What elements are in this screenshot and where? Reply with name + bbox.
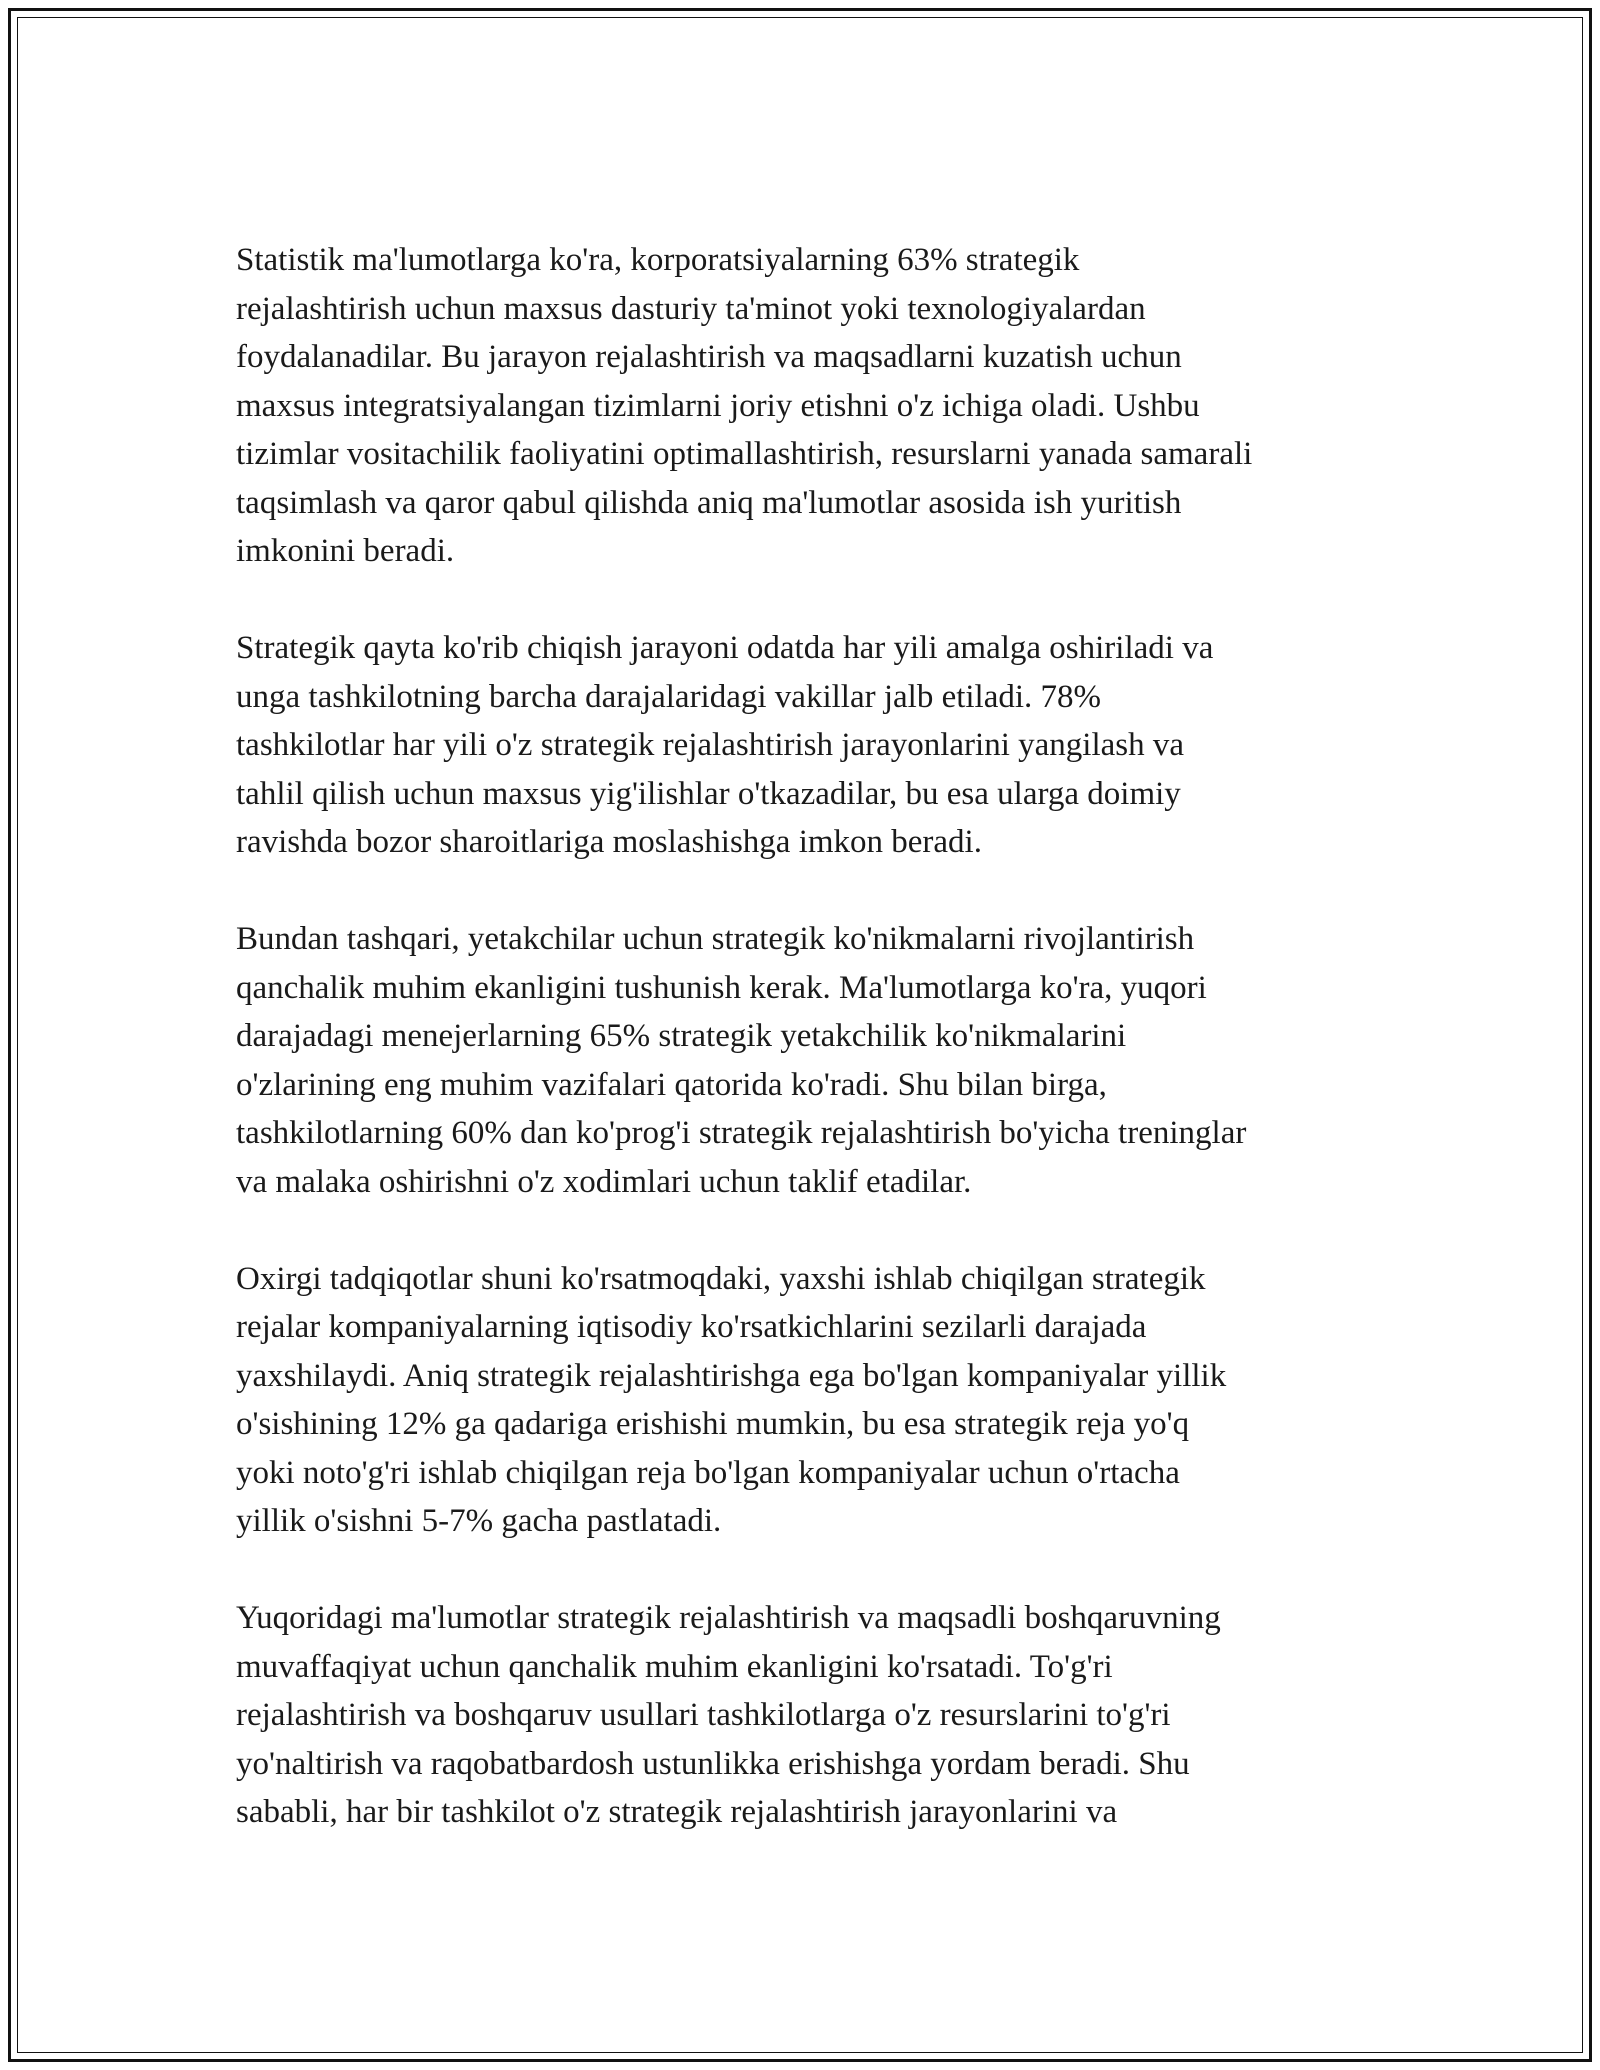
paragraph-5: Yuqoridagi ma'lumotlar strategik rejalashtirish va maqsadli boshqaruvning muvaffaqiyat uchun qanchalik muhim ekanligini ko'rsatadi. To'g'ri rejalashtirish va boshqaruv usullari tashkilotlarga o'z resurslarini to'g'ri yo'naltirish va raqobatbardosh ustunlikka erishishga yordam beradi. Shu sababli, har bir tashkilot o'z strategik rejalashtirish jarayonlarini va	[236, 1600, 1221, 1830]
paragraph-2: Strategik qayta ko'rib chiqish jarayoni odatda har yili amalga oshiriladi va unga tashkilotning barcha darajalaridagi vakillar jalb etiladi. 78% tashkilotlar har yili o'z strategik rejalashtirish jarayonlarini yangilash va tahlil qilish uchun maxsus yig'ilishlar o'tkazadilar, bu esa ularga doimiy ravishda bozor sharoitlariga moslashishga imkon beradi.	[236, 630, 1214, 860]
paragraph-1: Statistik ma'lumotlarga ko'ra, korporatsiyalarning 63% strategik rejalashtirish uchun maxsus dasturiy ta'minot yoki texnologiyalardan foydalanadilar. Bu jarayon rejalashtirish va maqsadlarni kuzatish uchun maxsus integratsiyalangan tizimlarni joriy etishni o'z ichiga oladi. Ushbu tizimlar vositachilik faoliyatini optimallashtirish, resurslarni yanada samarali taqsimlash va qaror qabul qilishda aniq ma'lumotlar asosida ish yuritish imkonini beradi.	[236, 242, 1253, 569]
document-body	[236, 236, 1396, 1837]
paragraph-4: Oxirgi tadqiqotlar shuni ko'rsatmoqdaki, yaxshi ishlab chiqilgan strategik rejalar kompaniyalarning iqtisodiy ko'rsatkichlarini sezilarli darajada yaxshilaydi. Aniq strategik rejalashtirishga ega bo'lgan kompaniyalar yillik o'sishining 12% ga qadariga erishishi mumkin, bu esa strategik reja yo'q yoki noto'g'ri ishlab chiqilgan reja bo'lgan kompaniyalar uchun o'rtacha yillik o'sishni 5-7% gacha pastlatadi.	[236, 1260, 1227, 1539]
paragraph-3: Bundan tashqari, yetakchilar uchun strategik ko'nikmalarni rivojlantirish qanchalik muhim ekanligini tushunish kerak. Ma'lumotlarga ko'ra, yuqori darajadagi menejerlarning 65% strategik yetakchilik ko'nikmalarini o'zlarining eng muhim vazifalari qatorida ko'radi. Shu bilan birga, tashkilotlarning 60% dan ko'prog'i strategik rejalashtirish bo'yicha treninglar va malaka oshirishni o'z xodimlari uchun taklif etadilar.	[236, 921, 1247, 1200]
